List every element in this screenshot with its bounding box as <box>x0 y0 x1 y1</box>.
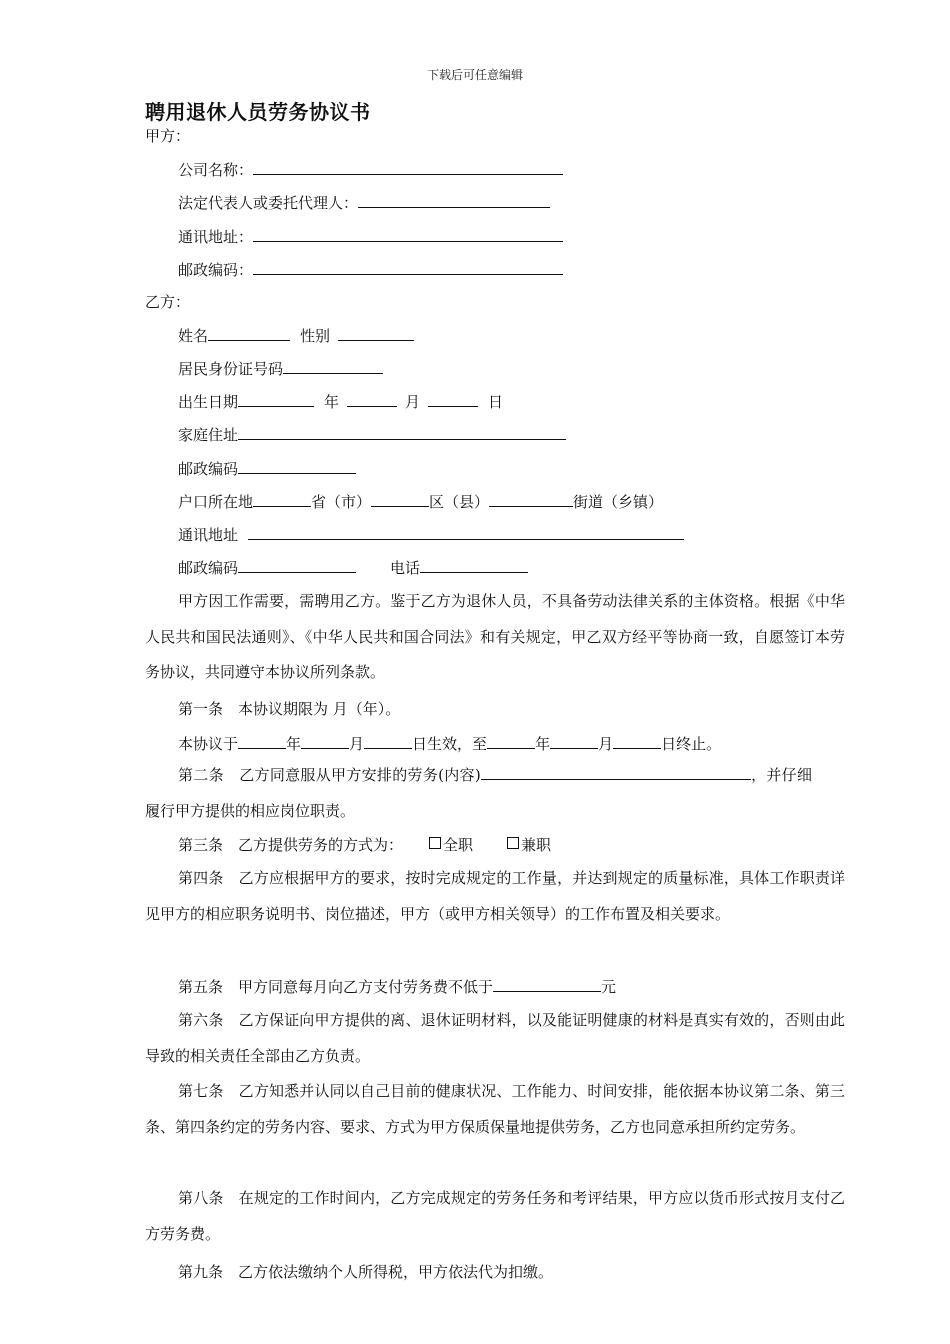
street-label: 街道（乡镇） <box>573 493 664 511</box>
birth-month-field[interactable] <box>347 391 397 407</box>
company-name-field[interactable] <box>253 159 563 175</box>
province-label: 省（市） <box>311 493 372 511</box>
article-1: 第一条 本协议期限为 月（年）。 <box>178 700 401 718</box>
home-field[interactable] <box>238 424 566 440</box>
phone-field[interactable] <box>420 557 528 573</box>
party-b-label: 乙方： <box>145 293 191 311</box>
party-a-postcode-label: 邮政编码： <box>178 261 254 279</box>
party-b-address-row <box>178 524 684 545</box>
end-year-label: 年 <box>535 735 551 753</box>
start-day-field[interactable] <box>364 733 412 749</box>
fulltime-label: 全职 <box>443 836 474 854</box>
party-a-postcode-row <box>178 259 563 280</box>
party-a-postcode-field[interactable] <box>253 259 563 275</box>
end-year-field[interactable] <box>487 733 535 749</box>
gender-label: 性别 <box>300 327 331 345</box>
home-row <box>178 424 566 445</box>
hukou-label: 户口所在地 <box>178 493 254 511</box>
party-b-postcode-label: 邮政编码 <box>178 460 239 478</box>
id-label: 居民身份证号码 <box>178 360 284 378</box>
parttime-label: 兼职 <box>521 836 552 854</box>
start-day-label: 日生效，至 <box>412 735 488 753</box>
party-b-address-field[interactable] <box>248 524 684 540</box>
party-a-address-row <box>178 226 563 247</box>
article-2-text: 第二条 乙方同意服从甲方安排的劳务(内容) <box>178 766 481 784</box>
birth-day-label: 日 <box>488 393 504 411</box>
party-a-label: 甲方： <box>145 127 191 145</box>
article-6: 第六条 乙方保证向甲方提供的离、退休证明材料，以及能证明健康的材料是真实有效的，否则由此导致的相关责任全部由乙方负责。 <box>145 1011 845 1065</box>
parttime-checkbox[interactable] <box>507 837 519 849</box>
birth-year-field[interactable] <box>238 391 314 407</box>
end-month-label: 月 <box>598 735 614 753</box>
gender-field[interactable] <box>338 325 414 341</box>
article-2-tail: ，并仔细履行甲方提供的相应岗位职责。 <box>145 766 812 820</box>
end-month-field[interactable] <box>550 733 598 749</box>
service-content-field[interactable] <box>481 764 751 780</box>
postcode2-label: 邮政编码 <box>178 559 239 577</box>
hukou-row <box>178 491 663 512</box>
article-3-text: 第三条 乙方提供劳务的方式为： <box>178 836 404 854</box>
article-7: 第七条 乙方知悉并认同以自己目前的健康状况、工作能力、时间安排，能依据本协议第二条、第三条、第四条约定的劳务内容、要求、方式为甲方保质保量地提供劳务，乙方也同意承担所约定劳务。 <box>145 1082 845 1136</box>
fee-unit: 元 <box>601 978 617 996</box>
end-day-label: 日终止。 <box>661 735 722 753</box>
party-b-address-label: 通讯地址 <box>178 526 239 544</box>
birth-label: 出生日期 <box>178 393 239 411</box>
party-b-postcode-row <box>178 458 356 479</box>
article-3 <box>178 835 551 855</box>
district-field[interactable] <box>371 491 429 507</box>
document-title: 聘用退休人员劳务协议书 <box>145 100 371 124</box>
name-field[interactable] <box>208 325 290 341</box>
start-month-label: 月 <box>349 735 365 753</box>
term-start-label: 本协议于 <box>178 735 239 753</box>
phone-label: 电话 <box>390 559 421 577</box>
term-row <box>178 733 721 754</box>
home-label: 家庭住址 <box>178 426 239 444</box>
id-field[interactable] <box>283 358 383 374</box>
name-gender-row <box>178 325 414 346</box>
street-field[interactable] <box>489 491 573 507</box>
province-field[interactable] <box>253 491 311 507</box>
fee-field[interactable] <box>493 976 601 992</box>
company-name-row <box>178 159 563 180</box>
page-header: 下载后可任意编辑 <box>426 68 523 82</box>
rep-row <box>178 192 550 213</box>
birth-month-label: 月 <box>405 393 421 411</box>
article-8: 第八条 在规定的工作时间内，乙方完成规定的劳务任务和考评结果，甲方应以货币形式按月支付乙方劳务费。 <box>145 1189 845 1243</box>
party-a-address-label: 通讯地址： <box>178 228 254 246</box>
article-5 <box>178 976 616 997</box>
end-day-field[interactable] <box>613 733 661 749</box>
id-row <box>178 358 383 379</box>
article-5-text: 第五条 甲方同意每月向乙方支付劳务费不低于 <box>178 978 494 996</box>
party-a-address-field[interactable] <box>253 226 563 242</box>
article-2-line1 <box>145 758 812 829</box>
company-name-label: 公司名称： <box>178 161 254 179</box>
article-9: 第九条 乙方依法缴纳个人所得税，甲方依法代为扣缴。 <box>178 1263 554 1281</box>
birth-year-label: 年 <box>324 393 340 411</box>
birth-day-field[interactable] <box>428 391 478 407</box>
postcode2-field[interactable] <box>238 557 356 573</box>
start-month-field[interactable] <box>301 733 349 749</box>
intro-paragraph: 甲方因工作需要，需聘用乙方。鉴于乙方为退休人员，不具备劳动法律关系的主体资格。根据《中华人民共和国民法通则》、《中华人民共和国合同法》和有关规定，甲乙双方经平等协商一致，自愿签订本劳务协议，共同遵守本协议所列条款。 <box>145 592 845 681</box>
postcode-phone-row <box>178 557 528 578</box>
rep-field[interactable] <box>358 192 550 208</box>
party-b-postcode-field[interactable] <box>238 458 356 474</box>
article-4: 第四条 乙方应根据甲方的要求，按时完成规定的工作量，并达到规定的质量标准，具体工作职责详见甲方的相应职务说明书、岗位描述，甲方（或甲方相关领导）的工作布置及相关要求。 <box>145 869 845 923</box>
name-label: 姓名 <box>178 327 209 345</box>
birth-row <box>178 391 503 412</box>
start-year-label: 年 <box>286 735 302 753</box>
district-label: 区（县） <box>429 493 490 511</box>
start-year-field[interactable] <box>238 733 286 749</box>
rep-label: 法定代表人或委托代理人： <box>178 194 359 212</box>
fulltime-checkbox[interactable] <box>429 837 441 849</box>
